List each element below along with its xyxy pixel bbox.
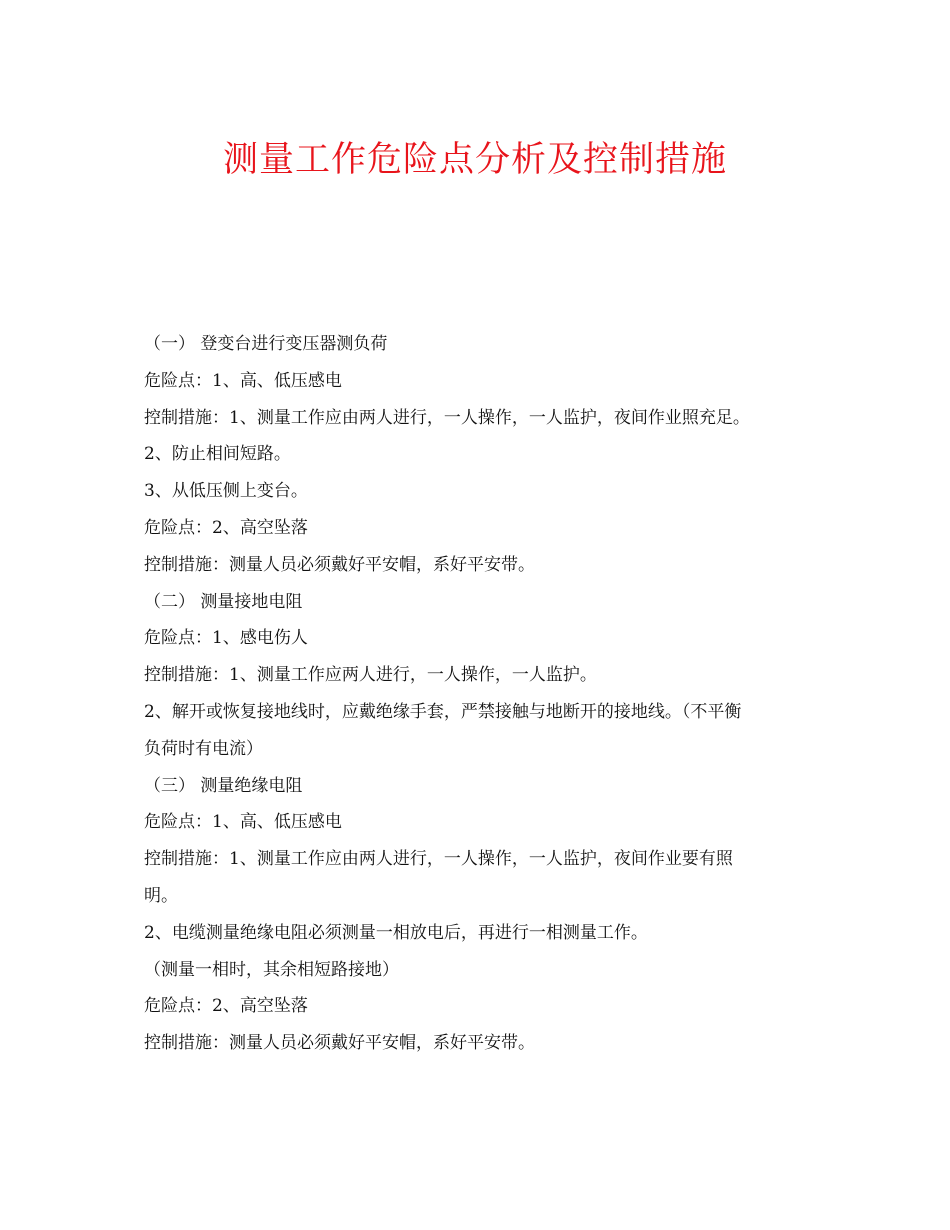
hazard-line: 危险点：1、高、低压感电 xyxy=(144,370,342,391)
control-measure-line: 控制措施：1、测量工作应由两人进行，一人操作，一人监护，夜间作业要有照 xyxy=(144,849,733,870)
measure-item-line: 3、从低压侧上变台。 xyxy=(144,481,308,502)
hazard-line: 危险点：1、高、低压感电 xyxy=(144,812,342,833)
section-heading-3: （三） 测量绝缘电阻 xyxy=(144,775,303,796)
measure-item-line: 2、电缆测量绝缘电阻必须测量一相放电后，再进行一相测量工作。 xyxy=(144,922,648,943)
control-measure-line: 控制措施：测量人员必须戴好平安帽，系好平安带。 xyxy=(144,1033,535,1054)
control-measure-line: 控制措施：1、测量工作应两人进行，一人操作，一人监护。 xyxy=(144,665,597,686)
measure-item-line: 2、解开或恢复接地线时，应戴绝缘手套，严禁接触与地断开的接地线。（不平衡 xyxy=(144,701,742,722)
control-measure-continuation: 明。 xyxy=(144,885,178,906)
measure-note-line: （测量一相时，其余相短路接地） xyxy=(144,959,399,980)
hazard-line: 危险点：2、高空坠落 xyxy=(144,517,308,538)
control-measure-line: 控制措施：测量人员必须戴好平安帽，系好平安带。 xyxy=(144,554,535,575)
hazard-line: 危险点：2、高空坠落 xyxy=(144,996,308,1017)
hazard-line: 危险点：1、感电伤人 xyxy=(144,628,308,649)
document-body xyxy=(144,326,814,1062)
measure-item-continuation: 负荷时有电流） xyxy=(144,738,263,759)
section-heading-2: （二） 测量接地电阻 xyxy=(144,591,303,612)
page-title: 测量工作危险点分析及控制措施 xyxy=(222,140,727,180)
control-measure-line: 控制措施：1、测量工作应由两人进行，一人操作，一人监护，夜间作业照充足。 xyxy=(144,407,750,428)
measure-item-line: 2、防止相间短路。 xyxy=(144,444,291,465)
section-heading-1: （一） 登变台进行变压器测负荷 xyxy=(144,334,388,354)
